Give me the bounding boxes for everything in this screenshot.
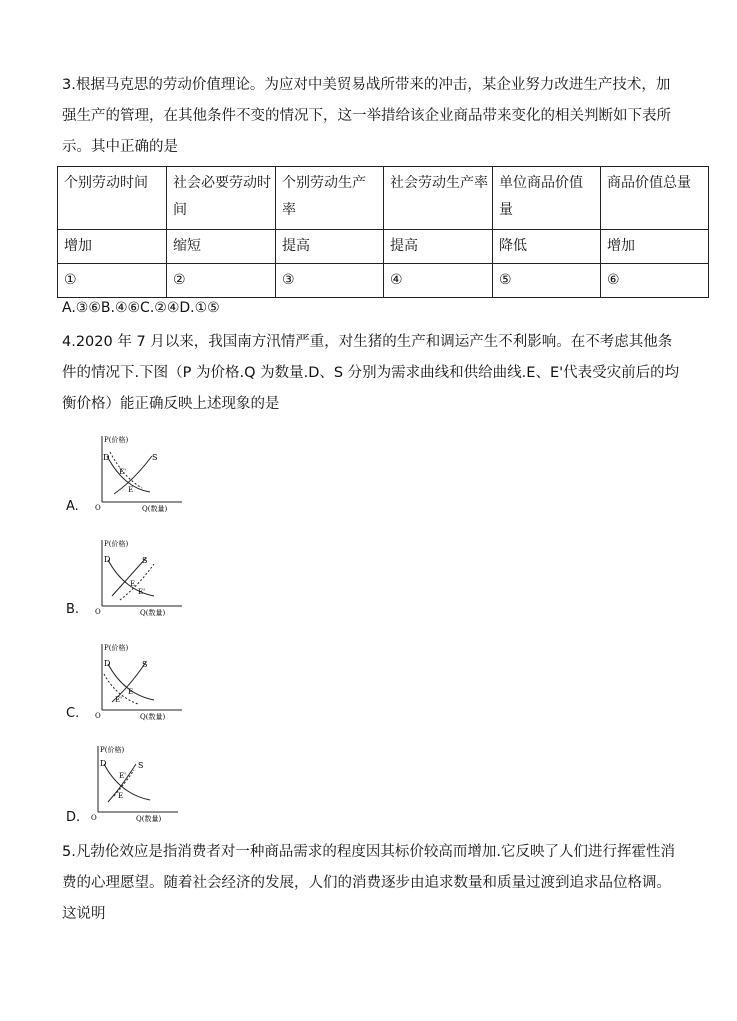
table-cell: ③ bbox=[276, 264, 384, 298]
table-cell: 提高 bbox=[276, 230, 384, 264]
p-axis-label: P(价格) bbox=[100, 746, 125, 754]
supply-demand-graph-b bbox=[90, 534, 190, 618]
table-header-cell: 商品价值总量 bbox=[601, 167, 709, 230]
d-label: D bbox=[104, 555, 111, 564]
table-cell: ⑤ bbox=[493, 264, 601, 298]
choice-d-label[interactable]: D. bbox=[66, 810, 81, 825]
supply-demand-graph-d bbox=[86, 740, 186, 826]
origin-label: O bbox=[95, 504, 101, 512]
p-axis-label: P(价格) bbox=[104, 436, 129, 444]
origin-label: O bbox=[95, 712, 101, 720]
supply-demand-graph-a bbox=[90, 430, 190, 514]
s-label: S bbox=[142, 556, 148, 565]
table-cell: 增加 bbox=[601, 230, 709, 264]
demand-curve bbox=[108, 560, 154, 596]
table-cell: 增加 bbox=[58, 230, 167, 264]
e-label: E bbox=[128, 486, 134, 494]
e-label: E bbox=[128, 688, 134, 696]
choice-b-label[interactable]: B. bbox=[66, 602, 80, 617]
choice-a-label[interactable]: A. bbox=[66, 499, 79, 514]
e-label: E bbox=[130, 580, 136, 588]
table-cell: ① bbox=[58, 264, 167, 298]
q-axis-label: Q(数量) bbox=[142, 505, 168, 513]
graph-c[interactable] bbox=[90, 638, 190, 722]
d-label: D bbox=[100, 759, 107, 768]
question-3-text: 3.根据马克思的劳动价值理论。为应对中美贸易战所带来的冲击，某企业努力改进生产技术，加强生产的管理，在其他条件不变的情况下，这一举措给该企业商品带来变化的相关判断如下表所示。其中正确的是 bbox=[62, 77, 671, 155]
graph-d[interactable] bbox=[86, 740, 186, 826]
table-header-cell: 单位商品价值量 bbox=[493, 167, 601, 230]
table-cell: ② bbox=[167, 264, 276, 298]
table-header-cell: 社会劳动生产率 bbox=[384, 167, 493, 230]
s-label: S bbox=[138, 761, 144, 770]
q-axis-label: Q(数量) bbox=[136, 815, 162, 823]
table-cell: 提高 bbox=[384, 230, 493, 264]
s-label: S bbox=[142, 660, 148, 669]
table-header-cell: 社会必要劳动时间 bbox=[167, 167, 276, 230]
e-prime-label: E' bbox=[119, 772, 127, 780]
graph-a[interactable] bbox=[90, 430, 190, 514]
e-label: E bbox=[118, 792, 124, 800]
e-prime-label: E' bbox=[115, 696, 123, 704]
table-header-cell: 个别劳动生产率 bbox=[276, 167, 384, 230]
supply-demand-graph-c bbox=[90, 638, 190, 722]
graph-b[interactable] bbox=[90, 534, 190, 618]
table-row bbox=[58, 230, 709, 264]
question-3-options: A.③⑥B.④⑥C.②④D.①⑤ bbox=[62, 300, 220, 316]
origin-label: O bbox=[95, 608, 101, 616]
table-cell: 缩短 bbox=[167, 230, 276, 264]
question-5-text: 5.凡勃伦效应是指消费者对一种商品需求的程度因其标价较高而增加.它反映了人们进行挥霍性消费的心理愿望。随着社会经济的发展，人们的消费逐步由追求数量和质量过渡到追求品位格调。这说明 bbox=[62, 844, 675, 922]
e-prime-label: E' bbox=[119, 468, 127, 476]
table-header-row bbox=[58, 167, 709, 230]
table-header-cell: 个别劳动时间 bbox=[58, 167, 167, 230]
table-cell: ⑥ bbox=[601, 264, 709, 298]
d-label: D bbox=[104, 659, 111, 668]
table-cell: 降低 bbox=[493, 230, 601, 264]
table-row bbox=[58, 264, 709, 298]
question-4-text: 4.2020 年 7 月以来，我国南方汛情严重，对生猪的生产和调运产生不利影响。在不考虑其他条件的情况下.下图（P 为价格.Q 为数量.D、S 分别为需求曲线和供给曲线.E、E'代表受灾前后的均衡价格）能正确反映上述现象的是 bbox=[62, 334, 680, 412]
q-axis-label: Q(数量) bbox=[140, 609, 166, 617]
p-axis-label: P(价格) bbox=[104, 540, 129, 548]
d-label: D bbox=[103, 453, 110, 462]
origin-label: O bbox=[91, 814, 97, 822]
q-axis-label: Q(数量) bbox=[140, 713, 166, 721]
answer-table bbox=[57, 166, 709, 298]
e-prime-label: E' bbox=[138, 588, 146, 596]
table-cell: ④ bbox=[384, 264, 493, 298]
s-label: S bbox=[152, 453, 158, 462]
p-axis-label: P(价格) bbox=[104, 644, 129, 652]
choice-c-label[interactable]: C. bbox=[66, 706, 80, 721]
